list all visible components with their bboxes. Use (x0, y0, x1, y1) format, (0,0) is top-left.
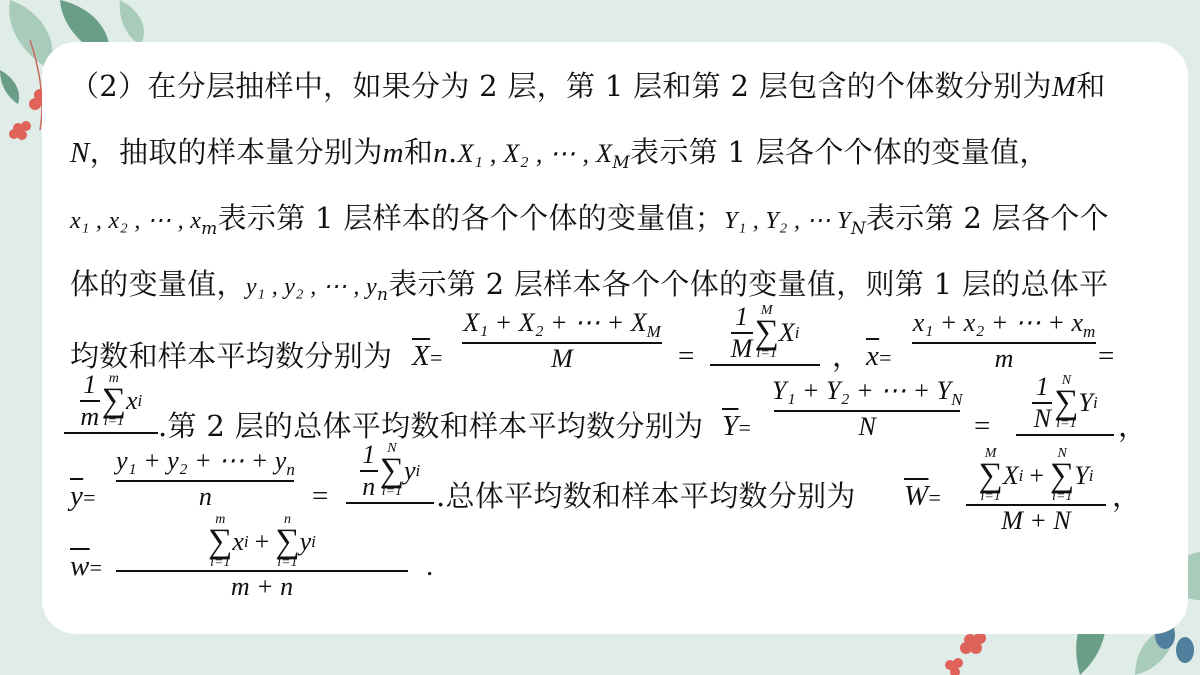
ybar-lhs (70, 482, 96, 511)
equals-sign: = (738, 415, 752, 440)
subscript: n (376, 285, 389, 305)
variable-x-bar: $\overline{x}$ (866, 340, 880, 372)
subscript: i (415, 461, 421, 481)
denominator: m (994, 343, 1014, 373)
variable-w-bar: $\overline{w}$ (70, 550, 90, 582)
paragraph-line-1 (70, 69, 1106, 103)
subscript: i (1092, 393, 1098, 413)
numerator: 1 (83, 370, 97, 399)
ybar-sum-form (346, 440, 434, 504)
subscript: i (311, 532, 316, 552)
subscript: N (850, 219, 866, 239)
sum-term: Y (1078, 387, 1093, 417)
variable-y-bar: $\overline{y}$ (70, 480, 84, 512)
sigma-icon: m ∑ i=1 (208, 512, 233, 571)
subscript: i (794, 323, 800, 343)
denominator: M + N (1001, 505, 1071, 535)
Ybar-fraction (772, 376, 962, 441)
sum-term: X (778, 317, 795, 347)
text-segment: ，抽取的样本量分别为 (89, 135, 383, 169)
xbar-fraction (912, 308, 1096, 373)
subscript: M (646, 322, 661, 341)
subscript: i (243, 532, 249, 552)
variable-Y-bar: $\overline{Y}$ (722, 410, 739, 442)
sum-term: X (1002, 460, 1019, 490)
denominator: N (1033, 403, 1051, 433)
subscript: n (286, 460, 295, 479)
variable-m: m (382, 137, 404, 169)
paragraph-line-5 (70, 339, 393, 373)
subscript: i (1018, 466, 1024, 486)
period: . (426, 550, 434, 582)
sigma-icon: M ∑ i=1 (978, 446, 1003, 505)
equals-sign: = (928, 485, 942, 510)
sequence-X: X₁ , X₂ , ⋯ , X (457, 139, 613, 168)
xbar-sum-form (64, 370, 158, 434)
Xbar-sum-form (710, 302, 820, 366)
text-segment: .总体平均数和样本平均数分别为 (436, 479, 856, 513)
denominator: n (362, 471, 376, 501)
sequence-Y: Y₁ , Y₂ , ⋯ Y (724, 208, 851, 234)
equals-sign: = (430, 345, 443, 370)
Ybar-lhs (722, 412, 751, 441)
sigma-icon: M ∑ i=1 (754, 303, 779, 362)
numerator: X₁ + X₂ + ⋯ + X (463, 308, 647, 337)
variable-n: n (433, 137, 449, 169)
equals-sign: = (1098, 340, 1115, 372)
fraction-bar (1016, 434, 1114, 436)
variable-M: M (1051, 71, 1077, 103)
text-segment: 和 (1076, 69, 1106, 103)
sum-term: y (299, 526, 312, 556)
paragraph-line-2 (70, 135, 1049, 173)
variable-W-bar: $\overline{W}$ (904, 480, 929, 512)
subscript: M (612, 153, 631, 173)
leaf-icon (120, 0, 144, 45)
text-segment: 均数和样本平均数分别为 (70, 339, 393, 373)
text-segment: （2）在分层抽样中，如果分为 2 层，第 1 层和第 2 层包含的个体数分别为 (70, 69, 1052, 103)
sigma-icon: N ∑ i=1 (1050, 446, 1075, 505)
sigma-icon: m ∑ i=1 (101, 371, 126, 430)
sum-term: Y (1074, 460, 1089, 490)
plus-sign: + (254, 526, 270, 556)
subscript: i (137, 391, 143, 411)
equals-sign: = (312, 480, 329, 512)
subscript: i (1088, 466, 1094, 486)
equals-sign: = (89, 555, 103, 580)
denominator: m (80, 401, 100, 431)
numerator: 1 (362, 440, 376, 469)
plus-sign: + (1029, 460, 1045, 490)
denominator: m + n (230, 571, 294, 601)
numerator: y₁ + y₂ + ⋯ + y (116, 446, 287, 475)
Wbar-lhs (904, 482, 941, 511)
text-segment: .第 2 层的总体平均数和样本平均数分别为 (158, 409, 704, 443)
sum-term: x (232, 526, 244, 556)
text-segment: 体的变量值， (70, 267, 246, 301)
Xbar-lhs (412, 342, 443, 371)
denominator: N (858, 411, 876, 441)
text-segment: 表示第 2 层各个个 (866, 201, 1109, 235)
sequence-y: y₁ , y₂ , ⋯ , y (245, 274, 377, 300)
paragraph-line-6 (158, 409, 704, 443)
leaf-icon (0, 70, 19, 104)
subscript: m (1083, 322, 1096, 341)
denominator: M (730, 333, 753, 363)
paragraph-line-7 (436, 479, 856, 513)
denominator: n (198, 481, 212, 511)
equals-sign: = (83, 485, 96, 510)
comma: ， (1118, 409, 1148, 443)
equals-sign: = (974, 410, 991, 442)
text-segment: 和 (403, 135, 434, 169)
xbar-lhs (866, 342, 892, 371)
sigma-icon: N ∑ i=1 (1054, 373, 1079, 432)
comma: ， (832, 339, 862, 373)
fraction-bar (64, 432, 158, 434)
paragraph-line-3 (70, 201, 1109, 239)
text-segment: 表示第 1 层各个个体的变量值， (630, 135, 1049, 169)
sigma-icon: N ∑ i=1 (379, 441, 404, 500)
numerator: x₁ + x₂ + ⋯ + x (912, 308, 1084, 337)
equals-sign: = (678, 340, 695, 372)
ybar-fraction (116, 446, 295, 511)
paragraph-line-4 (70, 267, 1109, 305)
numerator: 1 (735, 302, 749, 331)
sum-term: y (403, 455, 416, 485)
numerator: Y₁ + Y₂ + ⋯ + Y (772, 376, 952, 405)
Xbar-fraction (462, 308, 662, 373)
text-segment: 表示第 2 层样本各个个体的变量值，则第 1 层的总体平 (388, 267, 1109, 301)
Ybar-sum-form (1016, 372, 1114, 436)
wbar-lhs (70, 552, 102, 581)
wbar-fraction (116, 514, 408, 602)
Wbar-fraction (966, 448, 1106, 536)
equals-sign: = (879, 345, 892, 370)
text-segment: . (448, 135, 458, 169)
numerator: 1 (1035, 372, 1049, 401)
comma: ， (1112, 479, 1142, 513)
sum-term: x (125, 385, 138, 415)
flower-icon (945, 658, 963, 675)
variable-X-bar: $\overline{X}$ (412, 340, 431, 372)
denominator: M (551, 343, 573, 373)
fraction-bar (346, 502, 434, 504)
text-segment: 表示第 1 层样本的各个个体的变量值； (217, 201, 725, 235)
sequence-x: x₁ , x₂ , ⋯ , x (70, 208, 202, 234)
fraction-bar (710, 364, 820, 366)
variable-N: N (70, 137, 90, 169)
subscript: m (201, 219, 218, 239)
sigma-icon: n ∑ i=1 (275, 512, 300, 571)
subscript: N (951, 390, 963, 409)
flower-icon (9, 121, 31, 140)
flower-icon (960, 632, 986, 654)
